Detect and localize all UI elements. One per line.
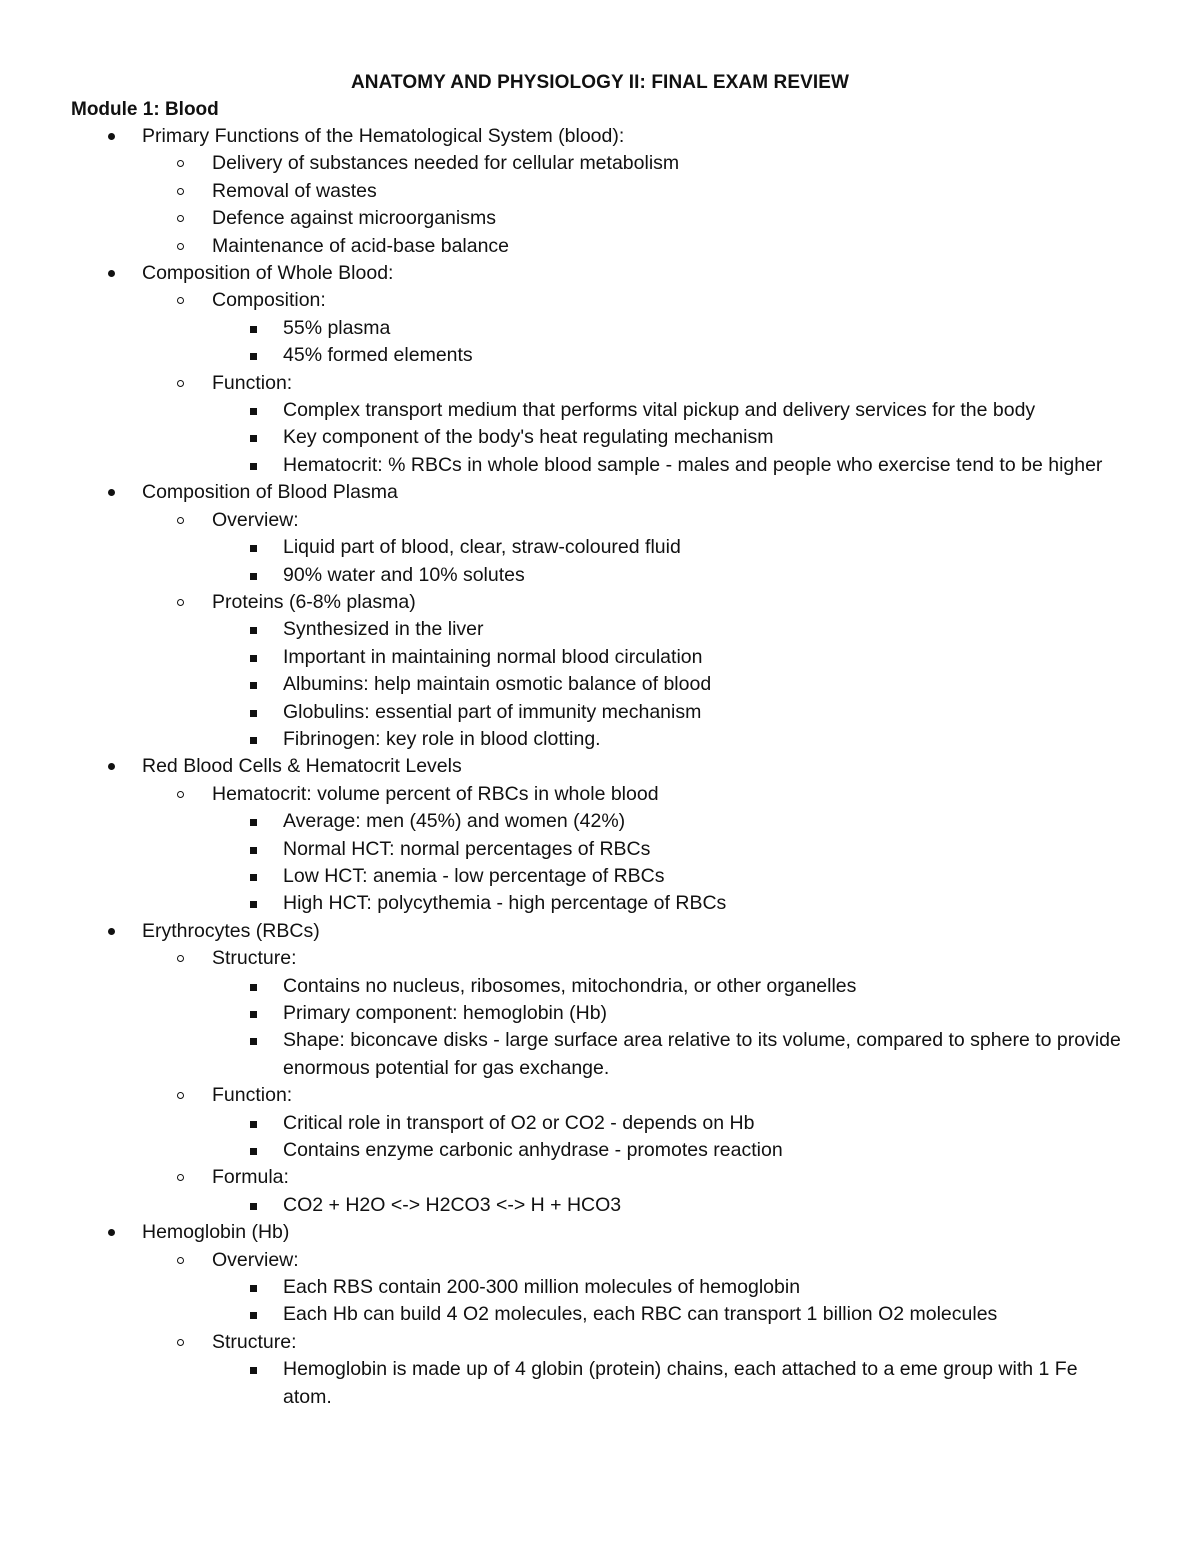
filled-disc-bullet-icon bbox=[108, 133, 115, 140]
square-bullet-icon bbox=[250, 1148, 257, 1155]
list-item: Globulins: essential part of immunity mechanism bbox=[0, 699, 1200, 726]
list-item: Each RBS contain 200-300 million molecules of hemoglobin bbox=[0, 1274, 1200, 1301]
square-bullet-icon bbox=[250, 1038, 257, 1045]
list-item: Average: men (45%) and women (42%) bbox=[0, 808, 1200, 835]
list-item: 90% water and 10% solutes bbox=[0, 562, 1200, 589]
filled-disc-bullet-icon bbox=[108, 1229, 115, 1236]
square-bullet-icon bbox=[250, 984, 257, 991]
list-item: Overview: bbox=[0, 507, 1200, 534]
list-item: Structure: bbox=[0, 945, 1200, 972]
list-item: CO2 + H2O <-> H2CO3 <-> H + HCO3 bbox=[0, 1192, 1200, 1219]
square-bullet-icon bbox=[250, 737, 257, 744]
hollow-circle-bullet-icon bbox=[177, 1092, 184, 1099]
list-item: 45% formed elements bbox=[0, 342, 1200, 369]
square-bullet-icon bbox=[250, 326, 257, 333]
square-bullet-icon bbox=[250, 1312, 257, 1319]
filled-disc-bullet-icon bbox=[108, 763, 115, 770]
list-item: Liquid part of blood, clear, straw-coloured fluid bbox=[0, 534, 1200, 561]
square-bullet-icon bbox=[250, 1285, 257, 1292]
filled-disc-bullet-icon bbox=[108, 928, 115, 935]
hollow-circle-bullet-icon bbox=[177, 1257, 184, 1264]
list-item: Composition of Whole Blood: bbox=[0, 260, 1200, 287]
list-item: Defence against microorganisms bbox=[0, 205, 1200, 232]
list-item: Delivery of substances needed for cellular metabolism bbox=[0, 150, 1200, 177]
list-item: Structure: bbox=[0, 1329, 1200, 1356]
list-item: Erythrocytes (RBCs) bbox=[0, 918, 1200, 945]
square-bullet-icon bbox=[250, 682, 257, 689]
square-bullet-icon bbox=[250, 545, 257, 552]
square-bullet-icon bbox=[250, 819, 257, 826]
list-item: Composition of Blood Plasma bbox=[0, 479, 1200, 506]
square-bullet-icon bbox=[250, 573, 257, 580]
hollow-circle-bullet-icon bbox=[177, 380, 184, 387]
list-item: Function: bbox=[0, 1082, 1200, 1109]
list-item: Fibrinogen: key role in blood clotting. bbox=[0, 726, 1200, 753]
square-bullet-icon bbox=[250, 353, 257, 360]
list-item: 55% plasma bbox=[0, 315, 1200, 342]
list-item: Critical role in transport of O2 or CO2 - depends on Hb bbox=[0, 1110, 1200, 1137]
hollow-circle-bullet-icon bbox=[177, 188, 184, 195]
square-bullet-icon bbox=[250, 874, 257, 881]
hollow-circle-bullet-icon bbox=[177, 1339, 184, 1346]
list-item: Maintenance of acid-base balance bbox=[0, 233, 1200, 260]
square-bullet-icon bbox=[250, 655, 257, 662]
square-bullet-icon bbox=[250, 1011, 257, 1018]
square-bullet-icon bbox=[250, 1121, 257, 1128]
hollow-circle-bullet-icon bbox=[177, 599, 184, 606]
list-item: Proteins (6-8% plasma) bbox=[0, 589, 1200, 616]
hollow-circle-bullet-icon bbox=[177, 215, 184, 222]
list-item: Overview: bbox=[0, 1247, 1200, 1274]
list-item: Low HCT: anemia - low percentage of RBCs bbox=[0, 863, 1200, 890]
list-item: Important in maintaining normal blood circulation bbox=[0, 644, 1200, 671]
hollow-circle-bullet-icon bbox=[177, 160, 184, 167]
hollow-circle-bullet-icon bbox=[177, 297, 184, 304]
square-bullet-icon bbox=[250, 847, 257, 854]
filled-disc-bullet-icon bbox=[108, 489, 115, 496]
list-item: Formula: bbox=[0, 1164, 1200, 1191]
filled-disc-bullet-icon bbox=[108, 270, 115, 277]
square-bullet-icon bbox=[250, 408, 257, 415]
list-item: Each Hb can build 4 O2 molecules, each RBC can transport 1 billion O2 molecules bbox=[0, 1301, 1200, 1328]
hollow-circle-bullet-icon bbox=[177, 1174, 184, 1181]
list-item: Contains enzyme carbonic anhydrase - promotes reaction bbox=[0, 1137, 1200, 1164]
list-item: Removal of wastes bbox=[0, 178, 1200, 205]
hollow-circle-bullet-icon bbox=[177, 517, 184, 524]
list-item: Key component of the body's heat regulating mechanism bbox=[0, 424, 1200, 451]
list-item: Normal HCT: normal percentages of RBCs bbox=[0, 836, 1200, 863]
square-bullet-icon bbox=[250, 1203, 257, 1210]
list-item: Hematocrit: volume percent of RBCs in whole blood bbox=[0, 781, 1200, 808]
square-bullet-icon bbox=[250, 710, 257, 717]
list-item: Synthesized in the liver bbox=[0, 616, 1200, 643]
hollow-circle-bullet-icon bbox=[177, 791, 184, 798]
list-item: Function: bbox=[0, 370, 1200, 397]
list-item: Complex transport medium that performs vital pickup and delivery services for the body bbox=[0, 397, 1123, 424]
list-item: Hemoglobin (Hb) bbox=[0, 1219, 1200, 1246]
list-item: Composition: bbox=[0, 287, 1200, 314]
square-bullet-icon bbox=[250, 463, 257, 470]
square-bullet-icon bbox=[250, 435, 257, 442]
list-item: Shape: biconcave disks - large surface area relative to its volume, compared to sphere to provide enormous potential for gas exchange. bbox=[0, 1027, 1123, 1082]
list-item: Hematocrit: % RBCs in whole blood sample - males and people who exercise tend to be higher bbox=[0, 452, 1123, 479]
square-bullet-icon bbox=[250, 1367, 257, 1374]
hollow-circle-bullet-icon bbox=[177, 243, 184, 250]
list-item: Primary component: hemoglobin (Hb) bbox=[0, 1000, 1200, 1027]
square-bullet-icon bbox=[250, 901, 257, 908]
outline-list bbox=[0, 123, 1200, 1411]
list-item: Hemoglobin is made up of 4 globin (protein) chains, each attached to a eme group with 1 Fe atom. bbox=[0, 1356, 1123, 1411]
square-bullet-icon bbox=[250, 627, 257, 634]
list-item: Primary Functions of the Hematological System (blood): bbox=[0, 123, 1200, 150]
list-item: Albumins: help maintain osmotic balance of blood bbox=[0, 671, 1200, 698]
list-item: Contains no nucleus, ribosomes, mitochondria, or other organelles bbox=[0, 973, 1200, 1000]
list-item: Red Blood Cells & Hematocrit Levels bbox=[0, 753, 1200, 780]
module-heading: Module 1: Blood bbox=[71, 99, 219, 120]
list-item: High HCT: polycythemia - high percentage of RBCs bbox=[0, 890, 1200, 917]
page-title: ANATOMY AND PHYSIOLOGY II: FINAL EXAM REVIEW bbox=[350, 72, 850, 93]
hollow-circle-bullet-icon bbox=[177, 955, 184, 962]
